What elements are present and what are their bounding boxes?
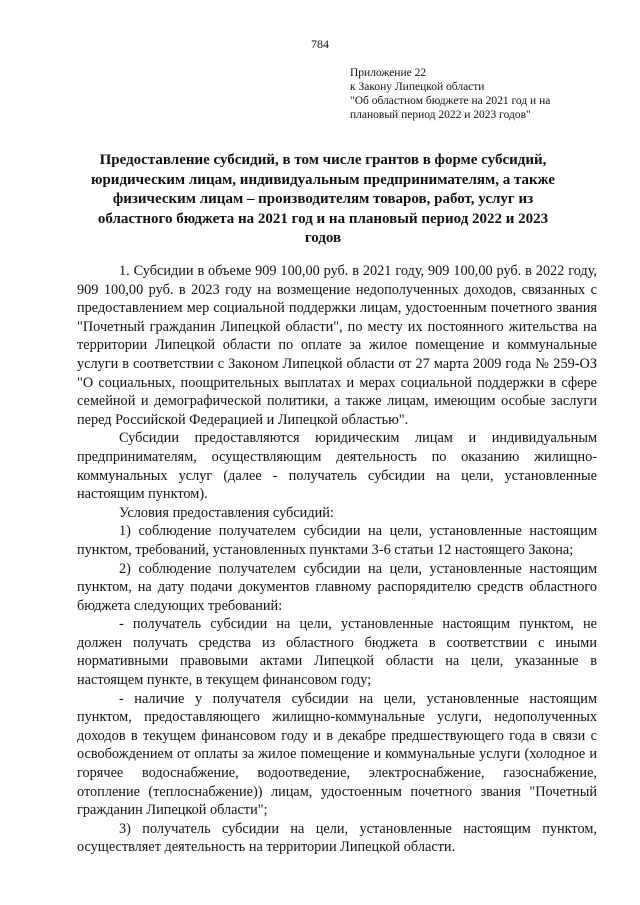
document-title: Предоставление субсидий, в том числе грантов в форме субсидий, юридическим лицам, индивидуальным предпринимателям, а также физическим лицам – производителям товаров, работ, услуг из областного бюджета на 2021 год и на плановый период 2022 и 2023 годов [91,152,555,246]
paragraph: Субсидии предоставляются юридическим лицам и индивидуальным предпринимателям, осуществляющим деятельность по оказанию жилищно-коммунальных услуг (далее - получатель субсидии на цели, установленные настоящим пунктом). [77,430,597,503]
paragraph: - наличие у получателя субсидии на цели, установленные настоящим пунктом, предоставляющего жилищно-коммунальные услуги, недополученных доходов в текущем финансовом году и в декабре предшествующего года в связи с освобождением от оплаты за жилое помещение и коммунальные услуги (холодное и горячее водоснабжение, водоотведение, электроснабжение, газоснабжение, отопление (теплоснабжение)) лицам, удостоенным почетного звания "Почетный гражданин Липецкой области"; [77,690,597,819]
appendix-line: к Закону Липецкой области [350,81,485,93]
page-number: 784 [311,37,329,51]
appendix-line: "Об областном бюджете на 2021 год и на [350,95,551,107]
paragraph: Условия предоставления субсидий: [119,504,334,521]
paragraph: 1. Субсидии в объеме 909 100,00 руб. в 2021 году, 909 100,00 руб. в 2022 году, 909 100,00 руб. в 2023 году на возмещение недополученных доходов, связанных с предоставлением мер социальной поддержки лицам, удостоенным почетного звания "Почетный гражданин Липецкой области", по месту их постоянного жительства на территории Липецкой области по оплате за жилое помещение и коммунальные услуги в соответствии с Законом Липецкой области от 27 марта 2009 года № 259-ОЗ "О социальных, поощрительных выплатах и мерах социальной поддержки в сфере семейной и демографической политики, а также лицам, имеющим особые заслуги перед Российской Федерацией и Липецкой областью". [77,263,597,428]
paragraph: 3) получатель субсидии на цели, установленные настоящим пунктом, осуществляет деятельность на территории Липецкой области. [77,820,597,856]
appendix-line: Приложение 22 [350,67,427,79]
paragraph: 2) соблюдение получателем субсидии на цели, установленные настоящим пунктом, на дату подачи документов главному распорядителю средств областного бюджета следующих требований: [77,560,597,614]
appendix-header [350,66,610,122]
document-body [77,262,597,857]
appendix-line: плановый период 2022 и 2023 годов" [350,109,531,121]
paragraph: 1) соблюдение получателем субсидии на цели, установленные настоящим пунктом, требований, установленных пунктами 3-6 статьи 12 настоящего Закона; [77,523,597,558]
paragraph: - получатель субсидии на цели, установленные настоящим пунктом, не должен получать средства из областного бюджета в соответствии с иными нормативными правовыми актами Липецкой области на цели, указанные в настоящем пункте, в текущем финансовом году; [77,616,597,689]
